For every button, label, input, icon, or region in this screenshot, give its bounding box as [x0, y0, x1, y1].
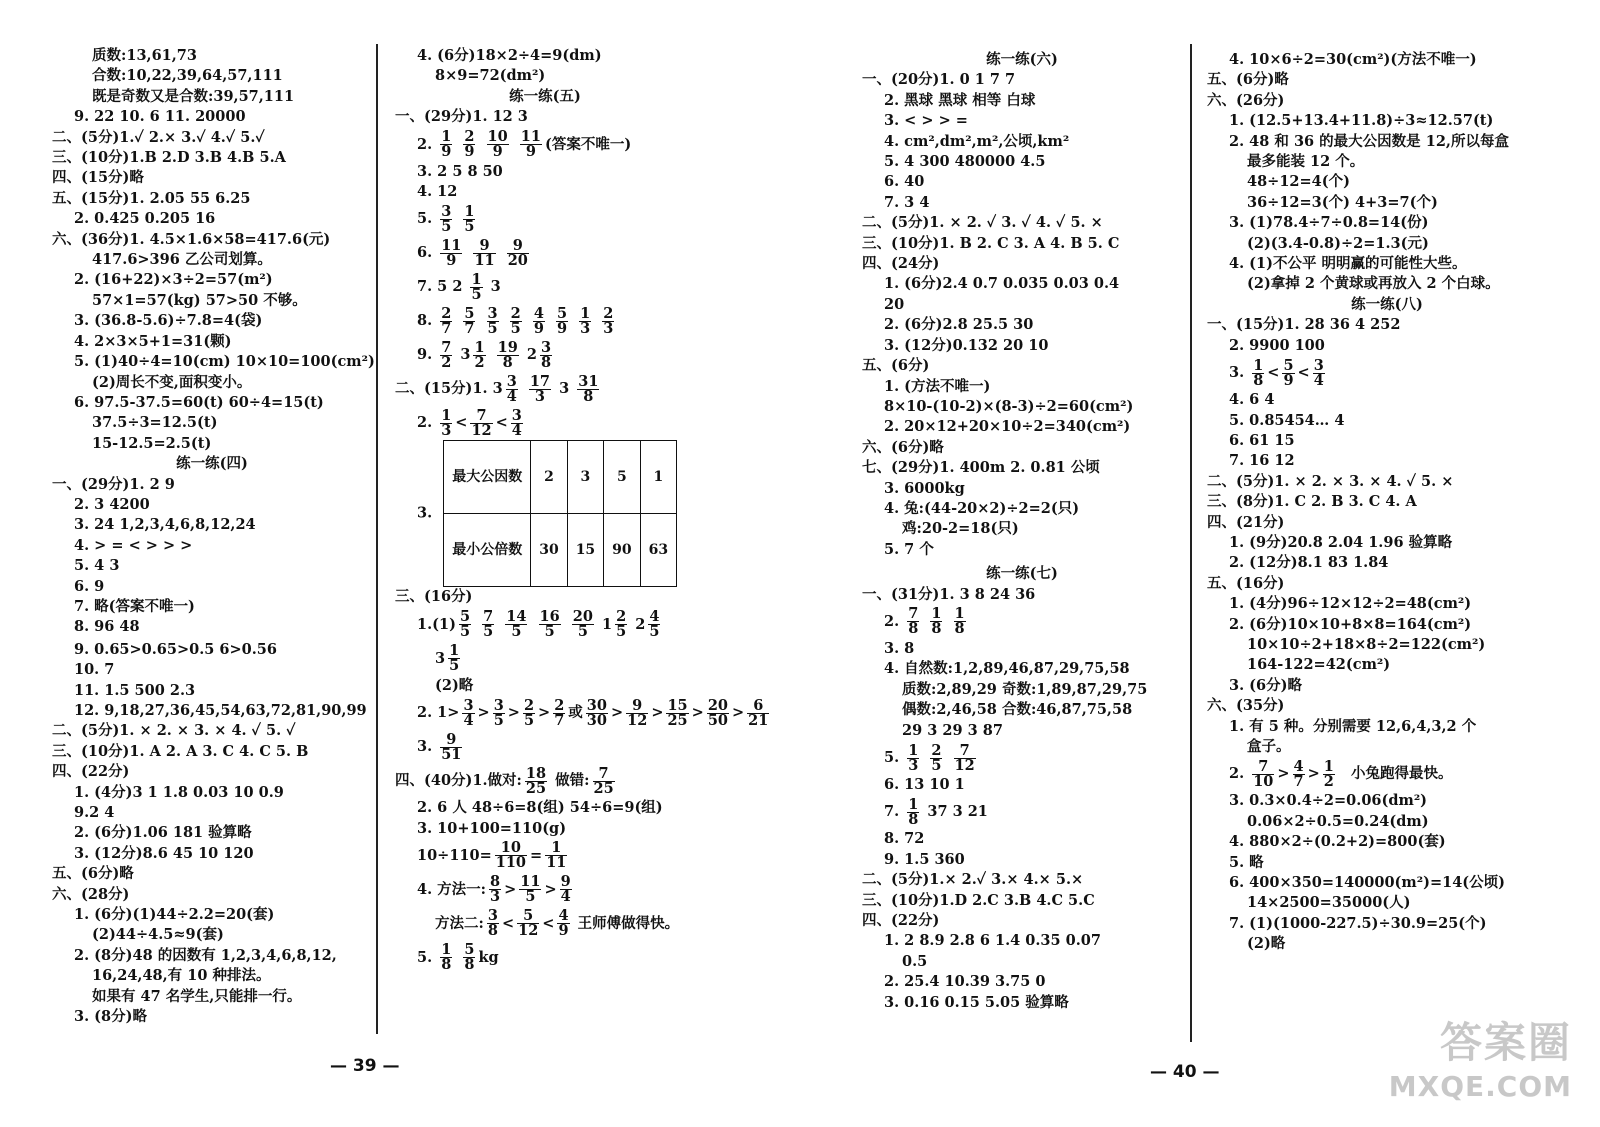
answer-line: 6. 61 15 — [1229, 431, 1295, 449]
value: 3 — [460, 346, 471, 364]
section-title: 练一练(七) — [986, 565, 1058, 583]
answer-line: 三、(10分)1.B 2.D 3.B 4.B 5.A — [52, 149, 286, 167]
answer-line — [395, 440, 695, 587]
answer-line: 二、(5分)1. × 2. × 3. × 4. ✓ 5. ✓ — [52, 722, 296, 740]
fraction: $\frac{9}{12}$ — [627, 696, 648, 729]
fraction: $\frac{19}{8}$ — [497, 338, 518, 371]
answer-line: 4. 12 — [417, 182, 458, 200]
fraction: $\frac{7}{12}$ — [471, 406, 492, 439]
answer-line: 9. 22 10. 6 11. 20000 — [74, 108, 246, 126]
answer-line: 0.5 — [902, 952, 928, 970]
answer-line: 盒子。 — [1247, 738, 1291, 755]
fraction: $\frac{1}{8}$ — [931, 605, 942, 638]
answer-line: 5. 4 3 — [74, 557, 120, 575]
fraction: $\frac{7}{10}$ — [1253, 757, 1274, 790]
conclusion: 王师傅做得快。 — [577, 914, 680, 932]
q-label: 2. 1> — [417, 704, 460, 722]
answer-line: 5. 0.85454… 4 — [1229, 411, 1345, 429]
answer-line: 七、(29分)1. 400m 2. 0.81 公顷 — [862, 459, 1100, 477]
fraction: $\frac{5}{9}$ — [1283, 356, 1294, 389]
fraction: $\frac{20}{50}$ — [707, 696, 728, 729]
label: 做错: — [555, 772, 590, 790]
answer-line: 10÷110= $\frac{10}{110}$ = $\frac{1}{11}$ — [417, 839, 567, 872]
fraction: $\frac{1}{5}$ — [464, 202, 475, 235]
fraction: $\frac{9}{4}$ — [560, 873, 571, 906]
watermark-logo — [1389, 1010, 1572, 1103]
fraction: $\frac{3}{5}$ — [487, 304, 498, 337]
unit: kg — [478, 948, 499, 966]
answer-line: 2. 黑球 黑球 相等 白球 — [884, 91, 1036, 109]
answer-line: 3. (8分)略 — [74, 1008, 147, 1026]
answer-line: 4. 2×3×5+1=31(颗) — [74, 332, 232, 350]
answer-line: 二、(5分)1. × 2. × 3. × 4. ✓ 5. × — [1207, 472, 1454, 490]
section-label: 二、(15分)1. 3 — [395, 380, 503, 398]
fraction: $\frac{1}{5}$ — [471, 270, 482, 303]
answer-line: 2. 0.425 0.205 16 — [74, 210, 216, 228]
answer-line: 4. 6 4 — [1229, 391, 1275, 409]
fraction: $\frac{2}{7}$ — [554, 696, 565, 729]
answer-line: 48÷12=4(个) — [1247, 173, 1350, 191]
answer-line: 三、(8分)1. C 2. B 3. C 4. A — [1207, 493, 1417, 511]
answer-line: 1. (12.5+13.4+11.8)÷3≈12.57(t) — [1229, 112, 1494, 130]
answer-line: 四、(22分) — [862, 912, 940, 930]
answer-line: 3. (12分)0.132 20 10 — [884, 336, 1049, 354]
table-cell: 15 — [567, 514, 603, 587]
column-divider — [376, 44, 378, 1034]
label: 方法二: — [435, 914, 484, 932]
answer-line: 4. 880×2÷(0.2+2)=800(套) — [1229, 833, 1446, 851]
answer-line: 8×9=72(dm²) — [435, 67, 546, 85]
fraction: $\frac{1}{3}$ — [908, 741, 919, 774]
answer-line: 2. (12分)8.1 83 1.84 — [1229, 554, 1389, 572]
answer-line: 4. 自然数:1,2,89,46,87,29,75,58 — [884, 660, 1130, 678]
answer-line: 6. 97.5-37.5=60(t) 60÷4=15(t) — [74, 393, 324, 411]
answer-line: 五、(6分)略 — [52, 865, 134, 883]
fraction: $\frac{1}{5}$ — [449, 642, 460, 675]
answer-line — [395, 941, 695, 975]
fraction: $\frac{14}{5}$ — [506, 608, 527, 641]
answer-line: 2. (8分)48 的因数有 1,2,3,4,6,8,12, — [74, 946, 337, 964]
fraction: $\frac{2}{9}$ — [464, 128, 475, 161]
fraction: $\frac{8}{3}$ — [490, 873, 501, 906]
column-divider — [1190, 44, 1192, 1042]
fraction: $\frac{1}{2}$ — [474, 338, 485, 371]
answer-line: 7. (1)(1000-227.5)÷30.9=25(个) — [1229, 914, 1487, 932]
answer-line — [395, 304, 695, 338]
fraction: $\frac{3}{4}$ — [506, 372, 517, 405]
answer-line: 六、(28分) — [52, 885, 130, 903]
answer-line: (2)略 — [435, 676, 474, 694]
value: 3 — [490, 278, 501, 296]
answer-line: 二、(5分)1.✓ 2.× 3.✓ 4.✓ 5.✓ — [52, 128, 265, 146]
answer-line: 3. (1)78.4÷7÷0.8=14(份) — [1229, 214, 1429, 232]
fraction: $\frac{9}{20}$ — [507, 236, 528, 269]
fraction: $\frac{7}{8}$ — [908, 605, 919, 638]
answer-line: 7. 16 12 — [1229, 452, 1295, 470]
q-label: 5. — [884, 749, 900, 766]
answer-line: 3. 0.3×0.4÷2=0.06(dm²) — [1229, 792, 1428, 810]
answer-line: 2. 20×12+20×10÷2=340(cm²) — [884, 418, 1131, 436]
answer-line: 37.5÷3=12.5(t) — [92, 414, 218, 432]
fraction: $\frac{16}{5}$ — [539, 608, 560, 641]
fraction: $\frac{10}{110}$ — [495, 839, 527, 872]
answer-line: 2. (6分)10×10+8×8=164(cm²) — [1229, 615, 1472, 633]
answer-line: 六、(26分) — [1207, 91, 1285, 109]
fraction: $\frac{2}{3}$ — [603, 304, 614, 337]
answer-line: (2)略 — [1247, 935, 1286, 953]
q-label: 2. — [1229, 765, 1245, 783]
answer-line: 一、(15分)1. 28 36 4 252 — [1207, 316, 1401, 334]
table-cell: 最小公倍数 — [444, 514, 531, 587]
expr: 10÷110= — [417, 846, 492, 864]
answer-column-3 — [862, 50, 1182, 1013]
answer-line: 六、(6分)略 — [862, 438, 944, 456]
answer-line: 2. 9900 100 — [1229, 336, 1325, 354]
fraction: $\frac{20}{5}$ — [572, 608, 593, 641]
q-label: 2. — [884, 612, 900, 630]
fraction: $\frac{4}{7}$ — [1293, 757, 1304, 790]
or-word: 或 — [568, 704, 583, 722]
table-cell: 1 — [640, 441, 676, 514]
answer-line: 3. 2 5 8 50 — [417, 162, 503, 180]
table-cell: 5 — [604, 441, 640, 514]
answer-line: 4. 10×6÷2=30(cm²)(方法不唯一) — [1229, 51, 1477, 68]
answer-line: 4. (6分)18×2÷4=9(dm) — [417, 47, 602, 64]
fraction: $\frac{4}{9}$ — [558, 907, 569, 940]
answer-line: (2)拿掉 2 个黄球或再放入 2 个白球。 — [1247, 275, 1500, 293]
table-cell: 2 — [531, 441, 567, 514]
answer-line — [395, 608, 695, 642]
fraction: $\frac{3}{4}$ — [511, 406, 522, 439]
answer-line: 2. $\frac{1}{3}$ < $\frac{7}{12}$ < $\frac{3}{4}$ — [417, 406, 522, 439]
fraction: $\frac{6}{21}$ — [748, 696, 769, 729]
fraction: $\frac{2}{5}$ — [510, 304, 521, 337]
answer-line: 四、(24分) — [862, 255, 940, 273]
answer-line — [395, 202, 695, 236]
answer-line: 1. (6分)2.4 0.7 0.035 0.03 0.4 — [884, 275, 1120, 293]
q-label: 9. — [417, 346, 433, 364]
answer-line — [395, 764, 695, 798]
answer-line: 4. > = < > > > — [74, 536, 193, 554]
answer-line: 3. 24 1,2,3,4,6,8,12,24 — [74, 516, 256, 534]
answer-line: 五、(15分)1. 2.05 55 6.25 — [52, 189, 251, 207]
fraction: $\frac{1}{8}$ — [908, 795, 919, 828]
answer-line: 质数:13,61,73 — [92, 47, 197, 64]
values: 37 3 21 — [927, 803, 988, 821]
answer-line: 2. 6 人 48÷6=8(组) 54÷6=9(组) — [417, 799, 663, 817]
answer-line: 10×10÷2+18×8÷2=122(cm²) — [1247, 635, 1486, 653]
answer-line — [395, 338, 695, 372]
answer-line: 1. (6分)(1)44÷2.2=20(套) — [74, 906, 275, 924]
fraction: $\frac{7}{25}$ — [593, 764, 614, 797]
answer-line: 3. 10+100=110(g) — [417, 819, 567, 837]
answer-line: 2. (16+22)×3÷2=57(m²) — [74, 271, 273, 289]
section-title: 练一练(四) — [176, 455, 248, 473]
q-label: 3. — [417, 738, 433, 756]
fraction: $\frac{11}{9}$ — [441, 236, 462, 269]
fraction: $\frac{4}{5}$ — [649, 608, 660, 641]
answer-line: 三、(10分)1. B 2. C 3. A 4. B 5. C — [862, 234, 1120, 252]
fraction: $\frac{7}{5}$ — [483, 608, 494, 641]
section-title: 练一练(五) — [509, 87, 581, 105]
answer-line: 合数:10,22,39,64,57,111 — [92, 67, 283, 85]
answer-line: 8. 96 48 — [74, 618, 140, 636]
watermark-title: 答案圈 — [1439, 1018, 1572, 1067]
fraction: $\frac{10}{9}$ — [487, 128, 508, 161]
fraction: $\frac{2}{5}$ — [931, 741, 942, 774]
answer-line: 6. 9 — [74, 577, 105, 595]
answer-line — [862, 795, 1182, 829]
fraction: $\frac{1}{8}$ — [1253, 356, 1264, 389]
fraction: $\frac{3}{8}$ — [540, 338, 552, 371]
section-title: 练一练(六) — [986, 51, 1058, 68]
answer-column-4 — [1207, 50, 1567, 955]
answer-line: 三、(10分)1. A 2. A 3. C 4. C 5. B — [52, 742, 309, 760]
q-label: 3. — [417, 504, 433, 522]
value: 1 — [602, 615, 613, 633]
answer-line: 如果有 47 名学生,只能排一行。 — [92, 987, 302, 1005]
table-cell: 最大公因数 — [444, 441, 531, 514]
fraction: $\frac{1}{8}$ — [954, 605, 965, 638]
fraction: $\frac{1}{3}$ — [580, 304, 591, 337]
fraction: $\frac{7}{2}$ — [441, 338, 452, 371]
value: 3 — [559, 380, 570, 398]
answer-line: 5. (1)40÷4=10(cm) 10×10=100(cm²) — [74, 353, 375, 371]
answer-line: 2. 25.4 10.39 3.75 0 — [884, 973, 1046, 991]
answer-line: 7. 3 4 — [884, 193, 930, 211]
answer-line: 5. 7 个 — [884, 540, 934, 558]
fraction: $\frac{3}{4}$ — [1313, 356, 1324, 389]
answer-line: 3. 8 — [884, 639, 915, 657]
answer-line: 164-122=42(cm²) — [1247, 656, 1391, 674]
answer-line: 9. 0.65>0.65>0.5 6>0.56 — [74, 640, 277, 658]
answer-line: 9. 1.5 360 — [884, 850, 965, 868]
answer-line: 29 3 29 3 87 — [902, 721, 1003, 739]
answer-line: 3. 6000kg — [884, 479, 965, 497]
q-label: 8. — [417, 312, 433, 330]
note: (答案不唯一) — [544, 135, 632, 153]
answer-line: 9.2 4 — [74, 804, 115, 822]
conclusion: 小兔跑得最快。 — [1350, 765, 1453, 783]
value: 3 — [435, 649, 446, 667]
answer-line: 4. 兔:(44-20×2)÷2=2(只) — [884, 499, 1080, 517]
factor-multiple-table — [443, 440, 677, 587]
table-row — [444, 441, 677, 514]
answer-line: 1. (方法不唯一) — [884, 377, 991, 395]
q-label: 2. — [417, 414, 433, 432]
q-label: 5. — [417, 210, 433, 228]
answer-line: 417.6>396 乙公司划算。 — [92, 251, 272, 269]
fraction: $\frac{3}{5}$ — [493, 696, 504, 729]
answer-line: 鸡:20-2=18(只) — [902, 520, 1019, 538]
section-title: 练一练(八) — [1351, 295, 1423, 313]
page-number-left: — 39 — — [330, 1056, 400, 1076]
answer-line: 方法二: $\frac{3}{8}$ < $\frac{5}{12}$ < $\frac{4}{9}$ 王师傅做得快。 — [435, 907, 680, 940]
answer-line — [395, 372, 695, 406]
answer-line: 2. 3 4200 — [74, 495, 150, 513]
answer-column-2 — [395, 46, 769, 975]
answer-line — [862, 605, 1182, 639]
answer-line — [862, 741, 1182, 775]
table-cell: 30 — [531, 514, 567, 587]
answer-line: 1. (4分)96÷12×12÷2=48(cm²) — [1229, 595, 1472, 613]
answer-line: 1. (9分)20.8 2.04 1.96 验算略 — [1229, 533, 1453, 551]
fraction: $\frac{30}{30}$ — [586, 696, 607, 729]
table-cell: 90 — [604, 514, 640, 587]
answer-line: 15-12.5=2.5(t) — [92, 434, 212, 452]
answer-line: 五、(6分)略 — [1207, 71, 1289, 89]
fraction: $\frac{4}{9}$ — [533, 304, 544, 337]
fraction: $\frac{2}{5}$ — [616, 608, 627, 641]
fraction: $\frac{31}{8}$ — [578, 372, 599, 405]
answer-line: 6. 13 10 1 — [884, 776, 965, 793]
fraction: $\frac{3}{5}$ — [441, 202, 452, 235]
answer-line: 16,24,48,有 10 种排法。 — [92, 967, 271, 985]
fraction: $\frac{7}{12}$ — [954, 741, 975, 774]
watermark-url: MXQE.COM — [1388, 1070, 1572, 1103]
fraction: $\frac{3}{4}$ — [463, 696, 474, 729]
answer-line: 既是奇数又是合数:39,57,111 — [92, 87, 295, 105]
answer-line: 4. cm²,dm²,m²,公顷,km² — [884, 132, 1070, 150]
fraction: $\frac{5}{8}$ — [464, 941, 475, 974]
answer-line: 5. 略 — [1229, 853, 1264, 871]
fraction: $\frac{5}{12}$ — [518, 907, 539, 940]
answer-line: 3. (6分)略 — [1229, 676, 1302, 694]
fraction: $\frac{5}{9}$ — [556, 304, 568, 337]
answer-line: 1. (4分)3 1 1.8 0.03 10 0.9 — [74, 783, 284, 801]
answer-line: 六、(36分)1. 4.5×1.6×58=417.6(元) — [52, 230, 331, 248]
page-number-right: — 40 — — [1150, 1062, 1220, 1082]
answer-line: 3. (12分)8.6 45 10 120 — [74, 844, 254, 862]
answer-line: 7. 略(答案不唯一) — [74, 597, 195, 615]
answer-line: 8×10-(10-2)×(8-3)÷2=60(cm²) — [884, 397, 1134, 415]
answer-line — [395, 236, 695, 270]
answer-line: 六、(35分) — [1207, 697, 1285, 715]
answer-line — [395, 128, 695, 162]
answer-line: 三、(10分)1.D 2.C 3.B 4.C 5.C — [862, 891, 1095, 909]
answer-line: 2. (6分)2.8 25.5 30 — [884, 316, 1034, 334]
fraction: $\frac{17}{3}$ — [529, 372, 551, 405]
fraction: $\frac{1}{9}$ — [441, 128, 452, 161]
answer-line: 一、(20分)1. 0 1 7 7 — [862, 71, 1016, 89]
section-label: 四、(40分)1.做对: — [395, 772, 522, 790]
fraction: $\frac{5}{7}$ — [464, 304, 475, 337]
answer-line: 一、(31分)1. 3 8 24 36 — [862, 585, 1036, 603]
answer-line: 4. 方法一: $\frac{8}{3}$ > $\frac{11}{5}$ > $\frac{9}{4}$ — [417, 873, 571, 906]
answer-line — [395, 270, 695, 304]
answer-line: 1. 有 5 种。分别需要 12,6,4,3,2 个 — [1229, 717, 1477, 735]
answer-line: 2. 48 和 36 的最大公因数是 12,所以每盒 — [1229, 132, 1509, 150]
fraction: $\frac{3}{8}$ — [487, 907, 498, 940]
answer-line: 三、(16分) — [395, 588, 473, 606]
answer-line: 4. (1)不公平 明明赢的可能性大些。 — [1229, 255, 1467, 273]
answer-line: 3. < > > = — [884, 112, 968, 130]
answer-line: 偶数:2,46,58 合数:46,87,75,58 — [902, 701, 1133, 719]
table-cell: 63 — [640, 514, 676, 587]
value: 2 — [635, 615, 646, 633]
answer-line: 6. 400×350=140000(m²)=14(公顷) — [1229, 874, 1506, 892]
answer-line: 2. (6分)1.06 181 验算略 — [74, 824, 252, 842]
answer-line: 12. 9,18,27,36,45,54,63,72,81,90,99 — [74, 702, 367, 719]
answer-line: 6. 40 — [884, 173, 925, 191]
answer-line: 五、(16分) — [1207, 574, 1285, 592]
fraction: $\frac{9}{11}$ — [474, 236, 495, 269]
q-label: 3. — [1229, 364, 1245, 382]
answer-line: 一、(29分)1. 2 9 — [52, 475, 175, 493]
label: 4. 方法一: — [417, 880, 487, 898]
answer-line: 1. 2 8.9 2.8 6 1.4 0.35 0.07 — [884, 932, 1101, 950]
answer-line: 质数:2,89,29 奇数:1,89,87,29,75 — [902, 680, 1148, 698]
fraction: $\frac{5}{5}$ — [459, 608, 471, 641]
answer-line — [395, 642, 695, 676]
answer-line: 3. $\frac{1}{8}$ < $\frac{5}{9}$ < $\frac{3}{4}$ — [1229, 356, 1324, 389]
answer-line: 2. 1> $\frac{3}{4}$ > $\frac{3}{5}$ > $\frac{2}{5}$ > $\frac{2}{7}$ 或 $\frac{30}{30}$ > $\frac{9}{12}$ > $\frac{15}{25}$ > $\frac{20}{50}$ > $\frac{6}{21}$ — [417, 696, 769, 729]
answer-line: (2)44÷4.5≈9(套) — [92, 926, 224, 944]
fraction: $\frac{2}{5}$ — [523, 696, 535, 729]
answer-line: 五、(6分) — [862, 357, 930, 375]
q-label: 2. — [417, 135, 433, 153]
answer-line: 3. (36.8-5.6)÷7.8=4(袋) — [74, 312, 263, 330]
answer-line: 5. 4 300 480000 4.5 — [884, 153, 1046, 171]
answer-line: 四、(15分)略 — [52, 169, 144, 187]
fraction: $\frac{9}{51}$ — [441, 730, 462, 763]
answer-line: 四、(22分) — [52, 763, 130, 781]
answer-line: 36÷12=3(个) 4+3=7(个) — [1247, 193, 1438, 211]
answer-line: 四、(21分) — [1207, 513, 1285, 531]
answer-line: 57×1=57(kg) 57>50 不够。 — [92, 291, 307, 309]
answer-line: 11. 1.5 500 2.3 — [74, 681, 196, 699]
answer-line: 二、(5分)1.× 2.✓ 3.× 4.× 5.× — [862, 871, 1084, 889]
answer-line — [395, 730, 695, 764]
answer-line: 二、(5分)1. × 2. ✓ 3. ✓ 4. ✓ 5. × — [862, 214, 1103, 232]
fraction: $\frac{18}{25}$ — [525, 764, 547, 797]
q-label: 7. 5 2 — [417, 278, 463, 296]
fraction: $\frac{11}{9}$ — [520, 128, 541, 161]
answer-line: 20 — [884, 295, 905, 313]
table-row — [444, 514, 677, 587]
fraction: $\frac{11}{5}$ — [520, 873, 541, 906]
answer-line: 14×2500=35000(人) — [1247, 894, 1411, 912]
q-label: 5. — [417, 948, 433, 966]
fraction: $\frac{15}{25}$ — [667, 696, 688, 729]
answer-column-1 — [52, 46, 375, 1028]
answer-line: 一、(29分)1. 12 3 — [395, 108, 528, 126]
q-label: 7. — [884, 803, 900, 821]
answer-line: 2. $\frac{7}{10}$ > $\frac{4}{7}$ > $\frac{1}{2}$ 小兔跑得最快。 — [1229, 757, 1453, 790]
answer-line: 3. 0.16 0.15 5.05 验算略 — [884, 993, 1069, 1011]
fraction: $\frac{1}{2}$ — [1323, 757, 1334, 790]
answer-line: 最多能装 12 个。 — [1247, 153, 1365, 171]
answer-line: 0.06×2÷0.5=0.24(dm) — [1247, 812, 1429, 830]
fraction: $\frac{1}{3}$ — [441, 406, 452, 439]
table-cell: 3 — [567, 441, 603, 514]
answer-line: (2)周长不变,面积变小。 — [92, 373, 252, 391]
answer-line: 8. 72 — [884, 830, 925, 848]
fraction: $\frac{2}{7}$ — [441, 304, 452, 337]
fraction: $\frac{1}{11}$ — [546, 839, 567, 872]
answer-line: 10. 7 — [74, 661, 115, 679]
fraction: $\frac{1}{8}$ — [441, 941, 452, 974]
value: 2 — [526, 346, 537, 364]
answer-line: (2)(3.4-0.8)÷2=1.3(元) — [1247, 234, 1429, 252]
q-label: 1.(1) — [417, 615, 456, 633]
q-label: 6. — [417, 244, 433, 262]
